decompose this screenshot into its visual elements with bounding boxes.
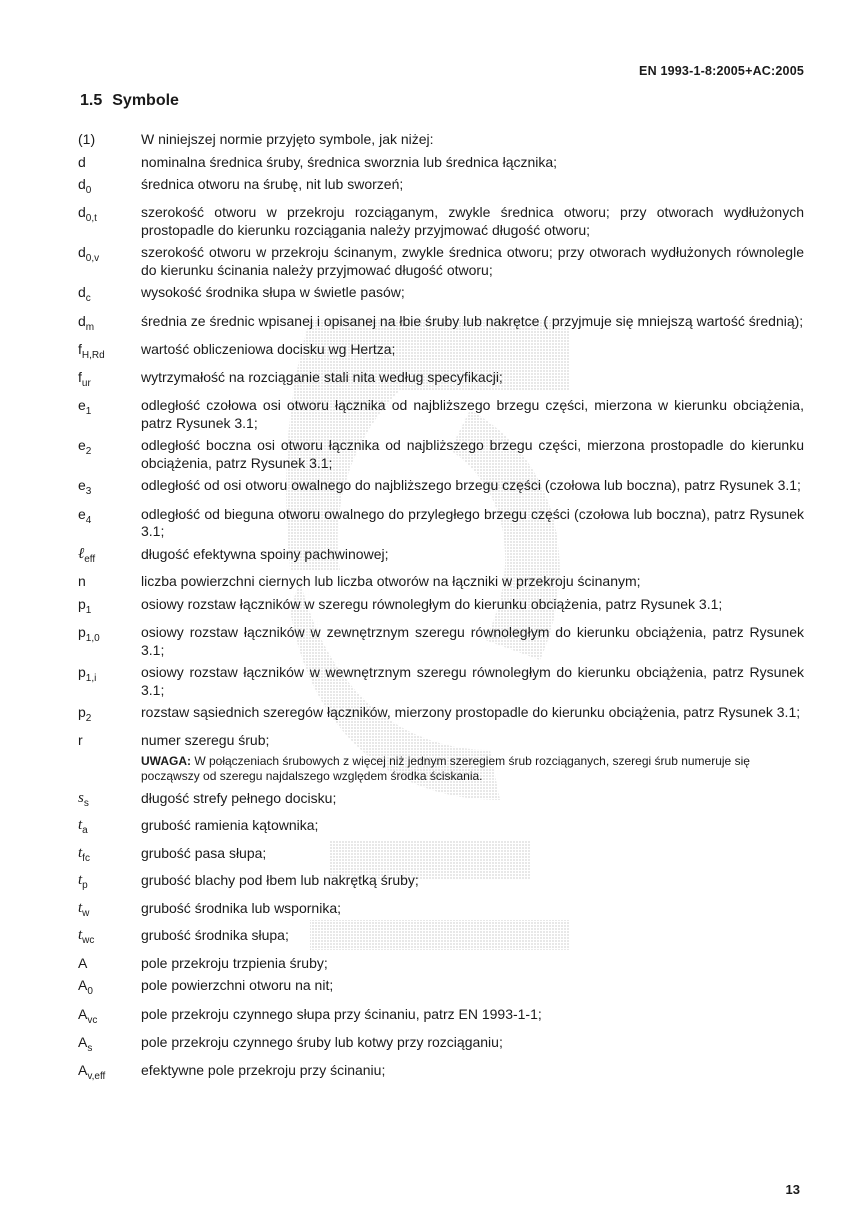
symbol-letter: d — [78, 244, 86, 261]
symbol-letter: f — [78, 340, 82, 357]
symbol — [78, 817, 141, 840]
symbol-letter: e — [78, 437, 86, 454]
symbol-row — [78, 341, 804, 364]
symbol-description: wytrzymałość na rozciąganie stali nita według specyfikacji; — [141, 369, 503, 386]
symbol — [78, 284, 141, 307]
symbol-subscript: ur — [81, 377, 91, 389]
symbol — [78, 977, 141, 1000]
symbol-row — [78, 624, 804, 659]
symbol-subscript: m — [85, 321, 95, 333]
symbol-letter: p — [78, 704, 86, 721]
symbol — [78, 477, 141, 500]
symbol — [78, 732, 141, 750]
symbol — [78, 204, 141, 227]
note-label: UWAGA: — [141, 753, 191, 768]
symbol — [78, 244, 141, 267]
symbol-row — [78, 845, 804, 868]
symbol-description: pole przekroju czynnego śruby lub kotwy przy rozciąganiu; — [141, 1033, 503, 1050]
symbol-description: rozstaw sąsiednich szeregów łączników, mierzony prostopadle do kierunku obciążenia, patrz Rysunek 3.1; — [141, 704, 801, 721]
symbol-row — [78, 664, 804, 699]
symbol-letter: e — [78, 397, 86, 414]
symbol-description: numer szeregu śrub; — [141, 732, 270, 749]
symbol-letter: d — [78, 153, 86, 170]
symbol — [78, 546, 141, 569]
symbol-description: odległość od bieguna otworu owalnego do przyległego brzegu części (czołowa lub boczna), patrz Rysunek 3.1; — [141, 505, 804, 540]
symbol-subscript: 0 — [87, 986, 93, 998]
symbol-row — [78, 927, 804, 950]
symbol-subscript: 0,t — [85, 213, 97, 225]
symbol-subscript: H,Rd — [81, 349, 105, 361]
symbol-row — [78, 131, 804, 149]
symbol-letter: s — [78, 789, 84, 806]
symbol-letter: A — [78, 1005, 88, 1022]
symbol-row — [78, 313, 804, 336]
symbol-description: szerokość otworu w przekroju rozciąganym, zwykle średnica otworu; przy otworach wydłużonych prostopadle do kierunku rozciągania należy przyjmować długość otworu; — [141, 204, 804, 238]
symbol-row — [78, 204, 804, 239]
symbol-description: pole przekroju czynnego słupa przy ścinaniu, patrz EN 1993-1-1; — [141, 1005, 542, 1022]
symbol-subscript: 1 — [85, 406, 92, 418]
symbol-row — [78, 176, 804, 199]
symbol — [78, 397, 141, 420]
symbol — [78, 313, 141, 336]
page-number: 13 — [785, 1182, 800, 1197]
symbol-subscript: w — [82, 907, 90, 919]
symbol — [78, 1006, 141, 1029]
document-identifier: EN 1993-1-8:2005+AC:2005 — [639, 64, 804, 78]
symbol-letter: t — [78, 817, 83, 834]
symbol — [78, 176, 141, 199]
section-heading — [80, 92, 179, 110]
symbol-subscript: c — [85, 293, 91, 305]
section-number: 1.5 — [80, 92, 103, 109]
symbol — [78, 369, 141, 392]
symbol-letter: A — [78, 1033, 88, 1050]
symbol-letter: d — [78, 312, 86, 329]
symbol-row — [78, 872, 804, 895]
symbol-description: grubość środnika słupa; — [141, 927, 289, 944]
symbol-description: pole przekroju trzpienia śruby; — [141, 954, 328, 971]
symbol-letter: d — [78, 204, 86, 221]
symbol-letter: (1) — [78, 131, 96, 147]
symbol-description: W niniejszej normie przyjęto symbole, jak niżej: — [141, 131, 434, 147]
symbol-subscript: 0,v — [85, 253, 100, 265]
symbol-row — [78, 369, 804, 392]
symbol — [78, 154, 141, 172]
symbol-letter: A — [78, 977, 88, 994]
symbol-letter: t — [78, 844, 83, 861]
symbol-rows-after-note — [78, 790, 804, 1086]
symbol-subscript: p — [82, 880, 88, 892]
symbol-subscript: 1,0 — [85, 632, 100, 644]
symbol-letter: A — [78, 1062, 88, 1079]
symbol-subscript: 2 — [85, 712, 92, 724]
symbol-row — [78, 704, 804, 727]
symbol — [78, 1062, 141, 1085]
symbol-row — [78, 244, 804, 279]
symbol-letter: p — [78, 624, 86, 641]
symbol-letter: ℓ — [78, 545, 85, 562]
symbol-letter: e — [78, 505, 86, 522]
symbol-description: grubość pasa słupa; — [141, 844, 267, 861]
symbol-description: wysokość środnika słupa w świetle pasów; — [141, 284, 405, 301]
note-block — [78, 754, 804, 784]
symbol — [78, 900, 141, 923]
symbol-description: efektywne pole przekroju przy ścinaniu; — [141, 1062, 386, 1079]
symbol-description: odległość od osi otworu owalnego do najbliższego brzegu części (czołowa lub boczna), patrz Rysunek 3.1; — [141, 477, 801, 494]
symbol-row — [78, 1062, 804, 1085]
symbol-letter: t — [78, 872, 83, 889]
symbol-description: grubość blachy pod łbem lub nakrętką śruby; — [141, 872, 419, 889]
symbol-description: osiowy rozstaw łączników w wewnętrznym szeregu równoległym do kierunku obciążenia, patrz Rysunek 3.1; — [141, 664, 804, 698]
symbol-row — [78, 817, 804, 840]
symbol-row — [78, 397, 804, 432]
symbol — [78, 596, 141, 619]
symbol — [78, 845, 141, 868]
symbol-letter: t — [78, 899, 83, 916]
symbol-subscript: v,eff — [87, 1071, 106, 1083]
symbol-description: grubość środnika lub wspornika; — [141, 899, 341, 916]
symbol-letter: f — [78, 369, 82, 386]
symbol-description: grubość ramienia kątownika; — [141, 817, 319, 834]
symbol-letter: d — [78, 284, 86, 301]
symbol-description: pole powierzchni otworu na nit; — [141, 977, 334, 994]
symbol — [78, 790, 141, 813]
symbol-row — [78, 546, 804, 569]
symbol-row — [78, 284, 804, 307]
symbol-letter: r — [78, 732, 83, 749]
symbol-subscript: 1,i — [85, 672, 97, 684]
section-title: Symbole — [112, 92, 179, 109]
symbol-row — [78, 900, 804, 923]
symbol-description: osiowy rozstaw łączników w szeregu równoległym do kierunku obciążenia, patrz Rysunek 3.1; — [141, 595, 723, 612]
symbol-subscript: wc — [82, 935, 95, 947]
symbol-subscript: 0 — [85, 184, 92, 196]
symbol-row — [78, 596, 804, 619]
symbol-description: osiowy rozstaw łączników w zewnętrznym szeregu równoległym do kierunku obciążenia, patrz Rysunek 3.1; — [141, 624, 804, 658]
symbol-subscript: 2 — [85, 446, 92, 458]
symbol-letter: t — [78, 927, 83, 944]
symbol-letter: d — [78, 176, 86, 192]
symbol — [78, 437, 141, 460]
symbol — [78, 131, 141, 149]
symbol-letter: e — [78, 477, 86, 494]
symbol-row — [78, 1034, 804, 1057]
symbol-description: odległość boczna osi otworu łącznika od najbliższego brzegu części, mierzona prostopadle do kierunku obciążenia, patrz Rysunek 3.1; — [141, 437, 804, 471]
symbol-rows-before-note — [78, 131, 804, 750]
symbol-row — [78, 477, 804, 500]
symbol — [78, 573, 141, 591]
symbol-list — [78, 131, 804, 1091]
symbol — [78, 872, 141, 895]
symbol-letter: p — [78, 664, 86, 681]
symbol-subscript: 4 — [85, 514, 92, 526]
symbol-row — [78, 790, 804, 813]
symbol — [78, 704, 141, 727]
symbol-description: szerokość otworu w przekroju ścinanym, zwykle średnica otworu; przy otworach wydłużonych równolegle do kierunku ścinania należy przyjmować długość otworu; — [141, 244, 804, 278]
symbol-letter: p — [78, 595, 86, 612]
symbol-description: nominalna średnica śruby, średnica sworznia lub średnica łącznika; — [141, 153, 558, 170]
symbol-row — [78, 573, 804, 591]
symbol-description: średnia ze średnic wpisanej i opisanej na łbie śruby lub nakrętce ( przyjmuje się mniejszą wartość średnią); — [141, 312, 804, 329]
symbol-subscript: 3 — [85, 486, 92, 498]
symbol-letter: A — [78, 954, 88, 971]
symbol-subscript: fc — [82, 852, 90, 864]
symbol — [78, 624, 141, 647]
symbol-row — [78, 977, 804, 1000]
symbol — [78, 927, 141, 950]
symbol-row — [78, 732, 804, 750]
symbol — [78, 955, 141, 973]
note-text — [141, 754, 804, 784]
symbol-description: odległość czołowa osi otworu łącznika od najbliższego brzegu części, mierzona w kierunku obciążenia, patrz Rysunek 3.1; — [141, 397, 804, 431]
symbol-row — [78, 506, 804, 541]
symbol-subscript: 1 — [85, 604, 92, 616]
symbol-subscript: vc — [87, 1014, 98, 1026]
symbol-subscript: eff — [84, 553, 96, 565]
symbol — [78, 664, 141, 687]
symbol-subscript: a — [82, 825, 88, 837]
note-body: W połączeniach śrubowych z więcej niż jednym szeregiem śrub rozciąganych, szeregi śrub numeruje się począwszy od szeregu najdalszego względem środka ściskania. — [141, 753, 750, 783]
symbol-description: długość efektywna spoiny pachwinowej; — [141, 545, 389, 562]
symbol-row — [78, 154, 804, 172]
symbol-subscript: s — [83, 797, 89, 809]
symbol — [78, 341, 141, 364]
symbol-subscript: s — [87, 1042, 93, 1054]
symbol-row — [78, 437, 804, 472]
symbol-description: wartość obliczeniowa docisku wg Hertza; — [141, 340, 396, 357]
symbol — [78, 506, 141, 529]
symbol-description: liczba powierzchni ciernych lub liczba otworów na łączniki w przekroju ścinanym; — [141, 573, 641, 590]
symbol-description: średnica otworu na śrubę, nit lub sworzeń; — [141, 176, 404, 192]
symbol-description: długość strefy pełnego docisku; — [141, 789, 337, 806]
symbol — [78, 1034, 141, 1057]
symbol-letter: n — [78, 573, 86, 590]
symbol-row — [78, 955, 804, 973]
symbol-row — [78, 1006, 804, 1029]
